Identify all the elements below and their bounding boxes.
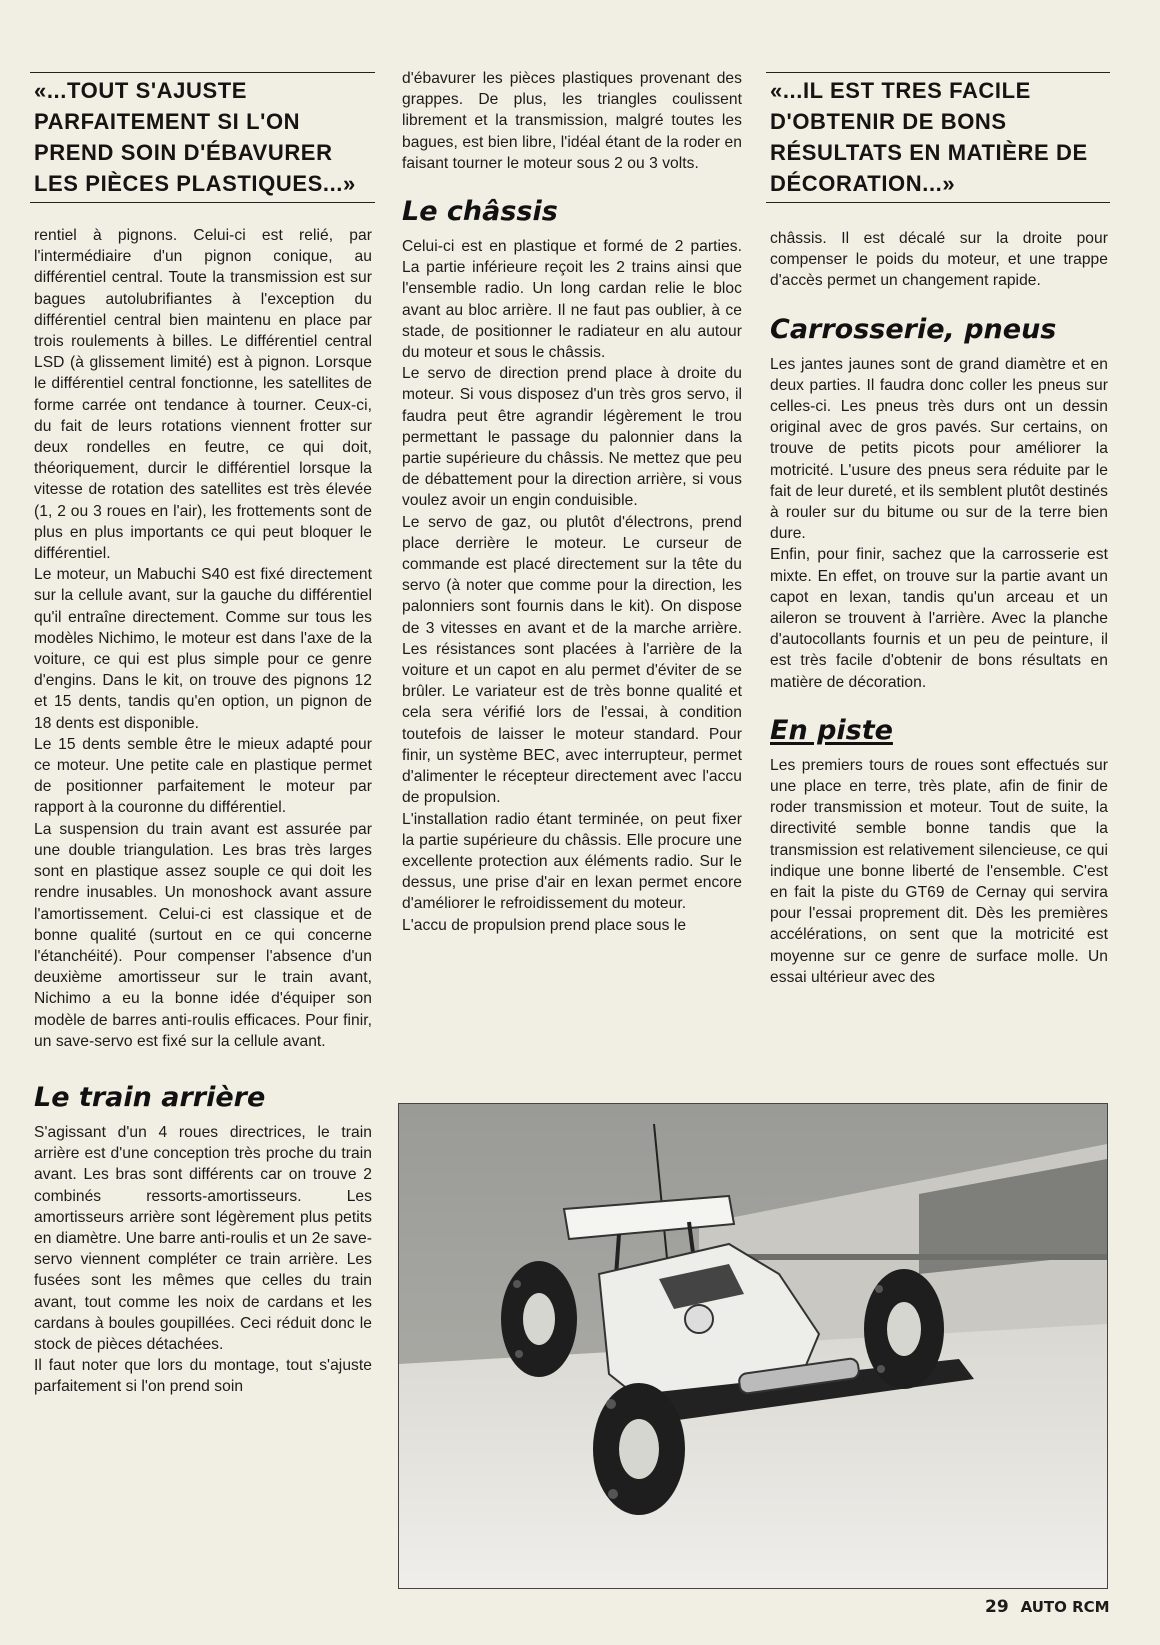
pull-quote-right-bottom-rule <box>766 202 1110 203</box>
col3-paragraph: Les premiers tours de roues sont effectués sur une place en terre, très plate, afin de finir de roder transmission et moteur. Tout de suite, la directivité semble bonne tandis que la transmission est relativement silencieuse, ce qui indique une bonne liberté de l'ensemble. C'est en fait la piste du GT69 de Cernay qui servira pour l'essai proprement dit. Dès les premières accélérations, on sent que la motricité est moyenne sur ce genre de surface molle. Un essai ultérieur avec des <box>770 756 1108 986</box>
col2-paragraph: Le servo de gaz, ou plutôt d'électrons, prend place derrière le moteur. Le curseur de commande est placé directement sur la tête du servo (à noter que comme pour la direction, les palonniers sont fournis dans le kit). On dispose de 3 vitesses en avant et de la marche arrière. Les résistances sont placées à l'arrière de la voiture et un capot en alu permet d'éviter de se brûler. Le variateur est de très bonne qualité et cela sera vérifié lors de l'essai, à condition toutefois de laisser le moteur standard. Pour finir, un système BEC, avec interrupteur, permet d'alimenter le récepteur directement avec l'accu de propulsion. <box>402 513 742 807</box>
col1-paragraph: La suspension du train avant est assurée par une double triangulation. Les bras très larges sont en plastique assez souple ce qui doit les rendre inusables. Un monoshock avant assure l'amortissement. Celui-ci est classique et de bonne qualité (surtout en ce qui concerne l'étanchéité). Pour compenser l'absence d'un deuxième amortisseur sur le train avant, Nichimo a eu la bonne idée d'équiper son modèle de barres anti-roulis efficaces. Pour finir, un save-servo est fixé sur la cellule avant. <box>34 820 372 1050</box>
pull-quote-right-top-rule <box>766 72 1110 73</box>
pull-quote-left <box>34 75 374 199</box>
section-heading-chassis: Le châssis <box>402 196 558 228</box>
pull-quote-left-bottom-rule <box>30 202 375 203</box>
magazine-brand: AUTO RCM <box>1020 1598 1110 1616</box>
pull-quote-right-text: «...IL EST TRES FACILE D'OBTENIR DE BONS RÉSULTATS EN MATIÈRE DE DÉCORATION...» <box>770 78 1088 196</box>
column-3 <box>770 228 1108 988</box>
col3-paragraph: châssis. Il est décalé sur la droite pour compenser le poids du moteur, et une trappe d'accès permet un changement rapide. <box>770 230 1108 290</box>
col2-paragraph: L'accu de propulsion prend place sous le <box>402 916 687 934</box>
section-heading-en-piste: En piste <box>770 714 893 746</box>
section-heading-train-arriere: Le train arrière <box>34 1081 266 1113</box>
column-2 <box>402 68 742 936</box>
col2-paragraph: d'ébavurer les pièces plastiques provenant des grappes. De plus, les triangles coulissent librement et la transmission, malgré toutes les bagues, est bien libre, l'idéal étant de la roder en faisant tourner le moteur sous 2 ou 3 volts. <box>402 70 742 172</box>
col1-paragraph: S'agissant d'un 4 roues directrices, le train arrière est d'une conception très proche du train avant. Les bras sont différents car on trouve 2 combinés ressorts-amortisseurs. Les amortisseurs arrière sont légèrement plus petits en diamètre. Une barre anti-roulis et un 2e save-servo viennent compléter ce train arrière. Les fusées sont les mêmes que celles du train avant, tout comme les noix de cardans et les cardans à boules goupillées. Ceci réduit donc le stock de pièces détachées. <box>34 1123 372 1353</box>
col1-paragraph: Le moteur, un Mabuchi S40 est fixé directement sur la cellule avant, sur la gauche du différentiel qu'il entraîne directement. Comme sur tous les modèles Nichimo, le moteur est dans l'axe de la voiture, ce qui est plus simple pour ce genre d'engins. Dans le kit, on trouve des pignons 12 et 15 dents, tandis qu'en option, un pignon de 18 dents est disponible. <box>34 566 372 732</box>
pull-quote-right <box>770 75 1108 199</box>
col2-paragraph: Celui-ci est en plastique et formé de 2 parties. La partie inférieure reçoit les 2 trains ainsi que l'ensemble radio. Un long cardan relie le bloc avant au bloc arrière. Il ne faut pas oublier, à ce stade, de positionner le radiateur en alu autour du moteur et sous le châssis. <box>402 238 742 362</box>
rc-buggy-illustration <box>399 1104 1107 1588</box>
page-footer <box>985 1597 1110 1617</box>
col1-paragraph: Le 15 dents semble être le mieux adapté pour ce moteur. Une petite cale en plastique permet de positionner parfaitement le moteur par rapport à la couronne du différentiel. <box>34 735 372 817</box>
col1-paragraph: Il faut noter que lors du montage, tout s'ajuste parfaitement si l'on prend soin <box>34 1357 372 1396</box>
pull-quote-left-top-rule <box>30 72 375 73</box>
rc-buggy-photo <box>398 1103 1108 1589</box>
col2-paragraph: Le servo de direction prend place à droite du moteur. Si vous disposez d'un très gros servo, il faudra peut être agrandir légèrement le trou permettant le passage du palonnier dans la partie supérieure du châssis. Ne mettez que peu de débattement pour la direction arrière, si vous voulez avoir un engin conduisible. <box>402 365 742 510</box>
col3-paragraph: Enfin, pour finir, sachez que la carrosserie est mixte. En effet, on trouve sur la partie avant un capot en lexan, tandis qu'un arceau et un aileron se trouvent à l'arrière. Avec la planche d'autocollants fournis et un peu de peinture, il est très facile d'obtenir de bons résultats en matière de décoration. <box>770 546 1108 691</box>
pull-quote-left-text: «...TOUT S'AJUSTE PARFAITEMENT SI L'ON PREND SOIN D'ÉBAVURER LES PIÈCES PLASTIQUES...» <box>34 78 356 196</box>
col2-paragraph: L'installation radio étant terminée, on peut fixer la partie supérieure du châssis. Elle procure une excellente protection aux éléments radio. Sur le dessus, une prise d'air en lexan permet encore d'améliorer le refroidissement du moteur. <box>402 810 742 913</box>
page-number: 29 <box>985 1597 1009 1617</box>
col1-paragraph: rentiel à pignons. Celui-ci est relié, par l'intermédiaire d'un pignon conique, au différentiel central. Toute la transmission est sur bagues autolubrifiantes à l'exception du différentiel central bien maintenu en place par trois roulements à billes. Le différentiel central LSD (à glissement limité) est à pignon. Lorsque le différentiel central fonctionne, les satellites de forme carrée ont tendance à tourner. Ceux-ci, du fait de leurs rotations viennent frotter sur deux rondelles en feutre, ce qui doit, théoriquement, durcir le différentiel lorsque la vitesse de rotation des satellites est très élevée (1, 2 ou 3 roues en l'air), les frottements sont de plus en plus importants ce qui peut bloquer le différentiel. <box>34 227 372 563</box>
col3-paragraph: Les jantes jaunes sont de grand diamètre et en deux parties. Il faudra donc coller les pneus sur celles-ci. Les pneus très durs ont un dessin original avec de gros pavés. Sur certains, on trouve de petits picots pour améliorer la motricité. L'usure des pneus sera réduite par le fait de leur dureté, et ils semblent plutôt destinés à rouler sur du bitume ou sur de la terre bien dure. <box>770 355 1108 543</box>
section-heading-carrosserie: Carrosserie, pneus <box>770 313 1057 345</box>
column-1 <box>34 225 372 1398</box>
